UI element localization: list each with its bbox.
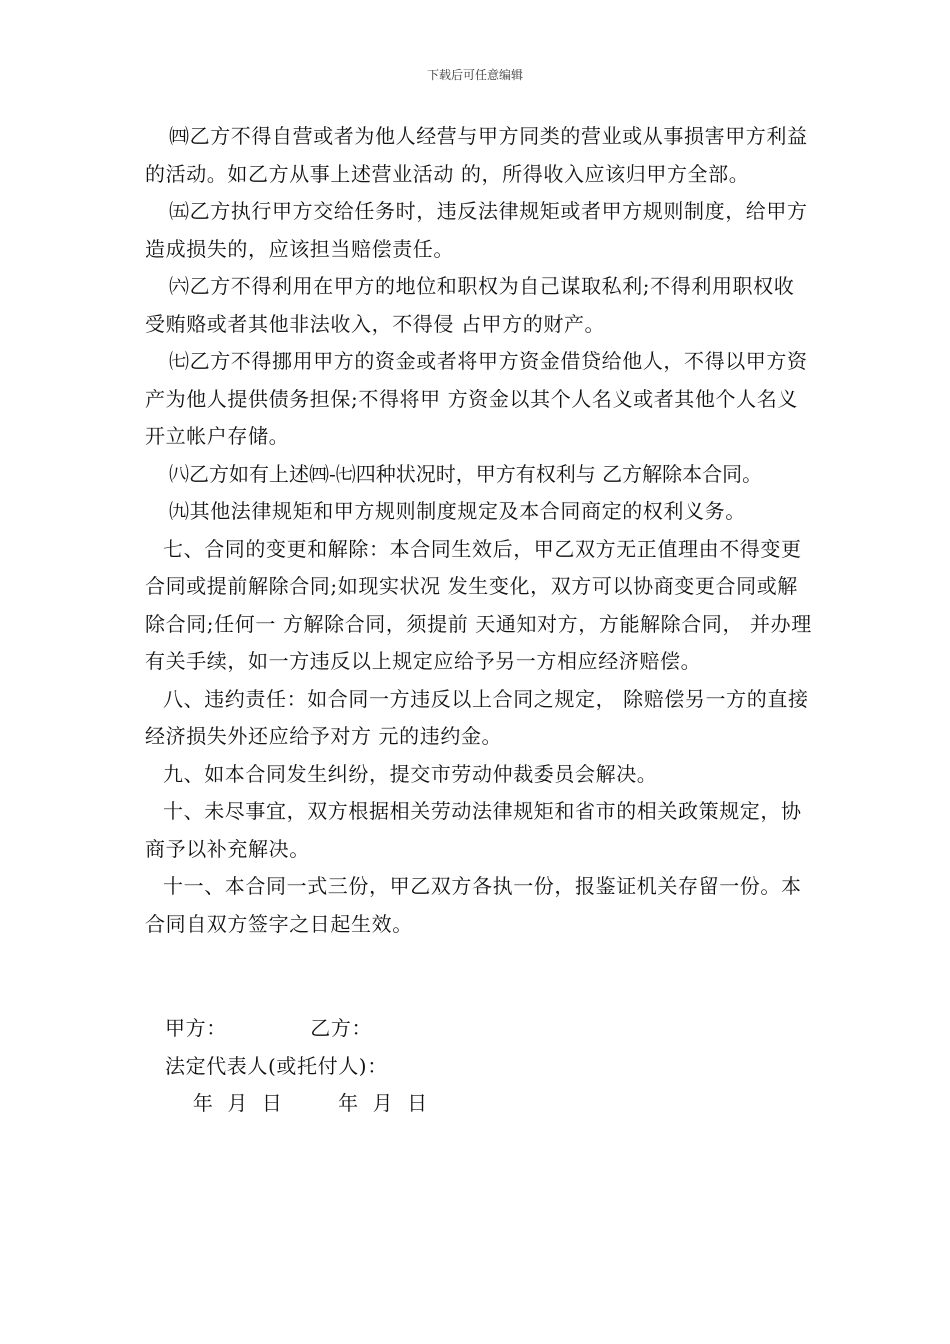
section-7-change-termination: 七、合同的变更和解除：本合同生效后，甲乙双方无正值理由不得变更合同或提前解除合同;如现实状况 发生变化，双方可以协商变更合同或解除合同;任何一 方解除合同，须提前 天通知对方，方能解除合同， 并办理有关手续，如一方违反以上规定应给予另一方相应经济赔偿。: [145, 536, 812, 673]
clause-8: ㈧乙方如有上述㈣-㈦四种状况时，甲方有权利与 乙方解除本合同。: [169, 461, 763, 486]
clause-9: ㈨其他法律规矩和甲方规则制度规定及本合同商定的权利义务。: [169, 499, 746, 523]
clause-7: ㈦乙方不得挪用甲方的资金或者将甲方资金借贷给他人，不得以甲方资产为他人提供债务担保;不得将甲 方资金以其个人名义或者其他个人名义开立帐户存储。: [145, 349, 808, 448]
clause-5: ㈤乙方执行甲方交给任务时，违反法律规矩或者甲方规则制度，给甲方造成损失的，应该担当赔偿责任。: [145, 199, 808, 261]
contract-body: [145, 118, 813, 943]
page-header: 下载后可任意编辑: [426, 68, 523, 82]
signature-parties: 甲方： 乙方：: [165, 1016, 373, 1040]
signature-dates: 年 月 日 年 月 日: [165, 1091, 428, 1115]
section-11-copies: 十一、本合同一式三份，甲乙双方各执一份，报鉴证机关存留一份。本合同自双方签字之日起生效。: [145, 874, 802, 936]
signature-representative: 法定代表人(或托付人)：: [165, 1054, 388, 1078]
clause-4: ㈣乙方不得自营或者为他人经营与甲方同类的营业或从事损害甲方利益的活动。如乙方从事上述营业活动 的，所得收入应该归甲方全部。: [145, 124, 808, 186]
section-9-dispute: 九、如本合同发生纠纷，提交市劳动仲裁委员会解决。: [163, 761, 658, 786]
clause-6: ㈥乙方不得利用在甲方的地位和职权为自己谋取私利;不得利用职权收受贿赂或者其他非法收入，不得侵 占甲方的财产。: [145, 274, 795, 336]
section-10-other-matters: 十、未尽事宜，双方根据相关劳动法律规矩和省市的相关政策规定，协商予以补充解决。: [145, 799, 802, 861]
section-8-liability: 八、违约责任：如合同一方违反以上合同之规定， 除赔偿另一方的直接经济损失外还应给予对方 元的违约金。: [145, 686, 809, 748]
